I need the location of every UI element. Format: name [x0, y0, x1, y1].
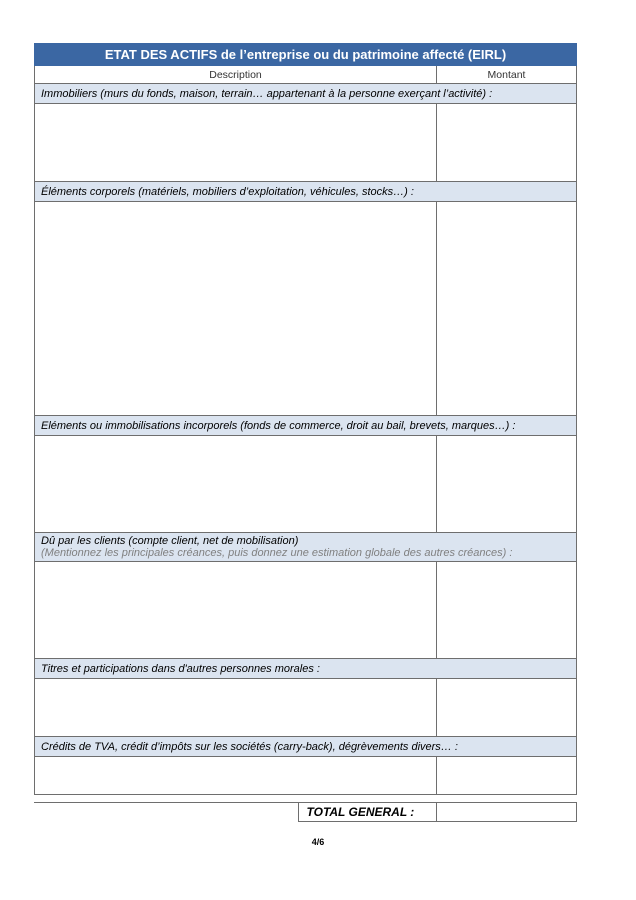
amount-field[interactable]: [437, 436, 577, 533]
column-header-row: [35, 66, 577, 84]
description-field[interactable]: [35, 757, 437, 795]
section-corporels: [35, 182, 577, 202]
column-description-header: Description: [35, 66, 437, 84]
section-titres: [35, 659, 577, 679]
section-label: Immobiliers (murs du fonds, maison, terrain… appartenant à la personne exerçant l’activité) :: [41, 87, 493, 100]
total-label: TOTAL GENERAL :: [298, 803, 436, 822]
section-credits: [35, 737, 577, 757]
entry-row-incorporels: [35, 436, 577, 533]
page-number: 4/6: [311, 837, 325, 847]
assets-form: [34, 43, 577, 795]
description-field[interactable]: [35, 562, 437, 659]
entry-row-clients: [35, 562, 577, 659]
entry-row-corporels: [35, 202, 577, 416]
section-label: Éléments corporels (matériels, mobiliers d’exploitation, véhicules, stocks…) :: [41, 185, 414, 198]
description-field[interactable]: [35, 679, 437, 737]
entry-row-immobiliers: [35, 104, 577, 182]
amount-field[interactable]: [437, 757, 577, 795]
description-field[interactable]: [35, 202, 437, 416]
section-immobiliers: [35, 84, 577, 104]
section-label: Crédits de TVA, crédit d’impôts sur les sociétés (carry-back), dégrèvements divers… :: [41, 740, 458, 753]
amount-field[interactable]: [437, 202, 577, 416]
section-label: Dû par les clients (compte client, net de mobilisation): [41, 535, 299, 547]
description-field[interactable]: [35, 436, 437, 533]
description-field[interactable]: [35, 104, 437, 182]
section-incorporels: [35, 416, 577, 436]
total-amount-field[interactable]: [436, 803, 576, 822]
form-title-row: [35, 44, 577, 66]
amount-field[interactable]: [437, 679, 577, 737]
entry-row-credits: [35, 757, 577, 795]
section-label: Eléments ou immobilisations incorporels (fonds de commerce, droit au bail, brevets, marques…) :: [41, 419, 516, 432]
amount-field[interactable]: [437, 104, 577, 182]
total-spacer: [34, 803, 298, 822]
amount-field[interactable]: [437, 562, 577, 659]
form-title: ETAT DES ACTIFS de l’entreprise ou du patrimoine affecté (EIRL): [35, 44, 577, 66]
total-table: [34, 802, 577, 822]
entry-row-titres: [35, 679, 577, 737]
section-clients: [35, 533, 577, 562]
section-label: Titres et participations dans d'autres personnes morales :: [41, 662, 320, 675]
total-row: [34, 803, 576, 822]
column-amount-header: Montant: [437, 66, 577, 84]
section-note: (Mentionnez les principales créances, puis donnez une estimation globale des autres créances) :: [41, 547, 513, 559]
